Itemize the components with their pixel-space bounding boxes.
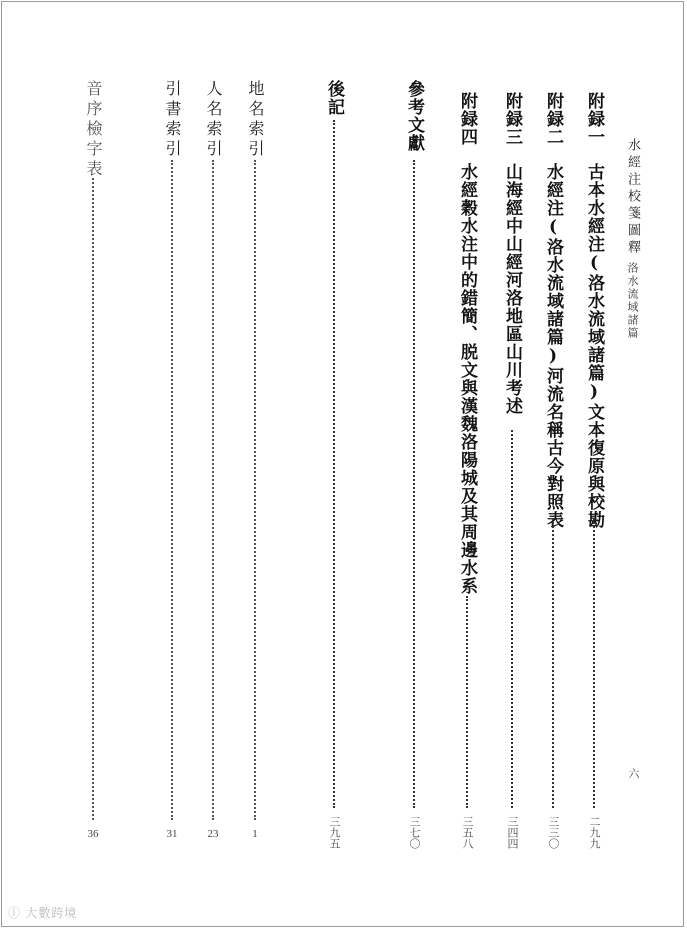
toc-leader: [212, 160, 214, 820]
toc-entry-appendix2-page: 三三〇: [547, 816, 560, 849]
running-head-title: 水經注校箋圖釋: [625, 138, 640, 257]
toc-entry-appendix3-label[interactable]: 附録三: [502, 92, 522, 146]
toc-entry-phonetic-table-label[interactable]: 音序檢字表: [84, 80, 103, 180]
running-head-subtitle: 洛水流域諸篇: [626, 262, 639, 340]
toc-entry-appendix1-page: 二九九: [588, 816, 601, 849]
toc-entry-appendix2-title[interactable]: 水經注(洛水流域諸篇)河流名稱古今對照表: [543, 163, 563, 529]
toc-entry-postscript-label[interactable]: 後記: [324, 80, 344, 116]
toc-leader: [254, 160, 256, 820]
toc-entry-appendix4-title[interactable]: 水經穀水注中的錯簡、脱文與漢魏洛陽城及其周邊水系: [457, 163, 477, 595]
toc-entry-person-index-label[interactable]: 人名索引: [204, 80, 223, 160]
toc-leader: [333, 120, 335, 808]
toc-entry-appendix4-label[interactable]: 附録四: [457, 92, 477, 146]
toc-leader: [413, 160, 415, 808]
toc-entry-appendix2-label[interactable]: 附録二: [543, 92, 563, 146]
toc-entry-postscript-page: 三九五: [328, 816, 341, 849]
toc-leader: [92, 178, 94, 820]
toc-entry-citation-index-label[interactable]: 引書索引: [163, 80, 182, 160]
watermark-text: [8, 904, 77, 921]
toc-entry-bibliography-page: 三七〇: [408, 816, 421, 849]
toc-entry-phonetic-table-page: 36: [87, 828, 99, 840]
watermark-logo-icon: ⓛ: [8, 906, 22, 920]
toc-entry-appendix1-title[interactable]: 古本水經注(洛水流域諸篇)文本復原與校勘: [584, 163, 604, 529]
toc-leader: [171, 160, 173, 820]
toc-entry-appendix3-title[interactable]: 山海經中山經河洛地區山川考述: [502, 163, 522, 415]
toc-entry-citation-index-page: 31: [166, 828, 178, 840]
page-frame: [1, 1, 684, 927]
toc-entry-place-index-page: 1: [252, 828, 258, 840]
folio-number: 六: [627, 768, 640, 779]
toc-entry-appendix1-label[interactable]: 附録一: [584, 92, 604, 146]
watermark-label: 大數跨境: [25, 906, 78, 920]
toc-leader: [593, 518, 595, 808]
toc-entry-person-index-page: 23: [207, 828, 219, 840]
toc-leader: [511, 430, 513, 808]
toc-leader: [466, 596, 468, 808]
toc-entry-place-index-label[interactable]: 地名索引: [246, 80, 265, 160]
toc-entry-appendix3-page: 三四四: [506, 816, 519, 849]
toc-entry-bibliography-label[interactable]: 參考文獻: [404, 80, 424, 152]
toc-entry-appendix4-page: 三五八: [461, 816, 474, 849]
toc-leader: [552, 518, 554, 808]
